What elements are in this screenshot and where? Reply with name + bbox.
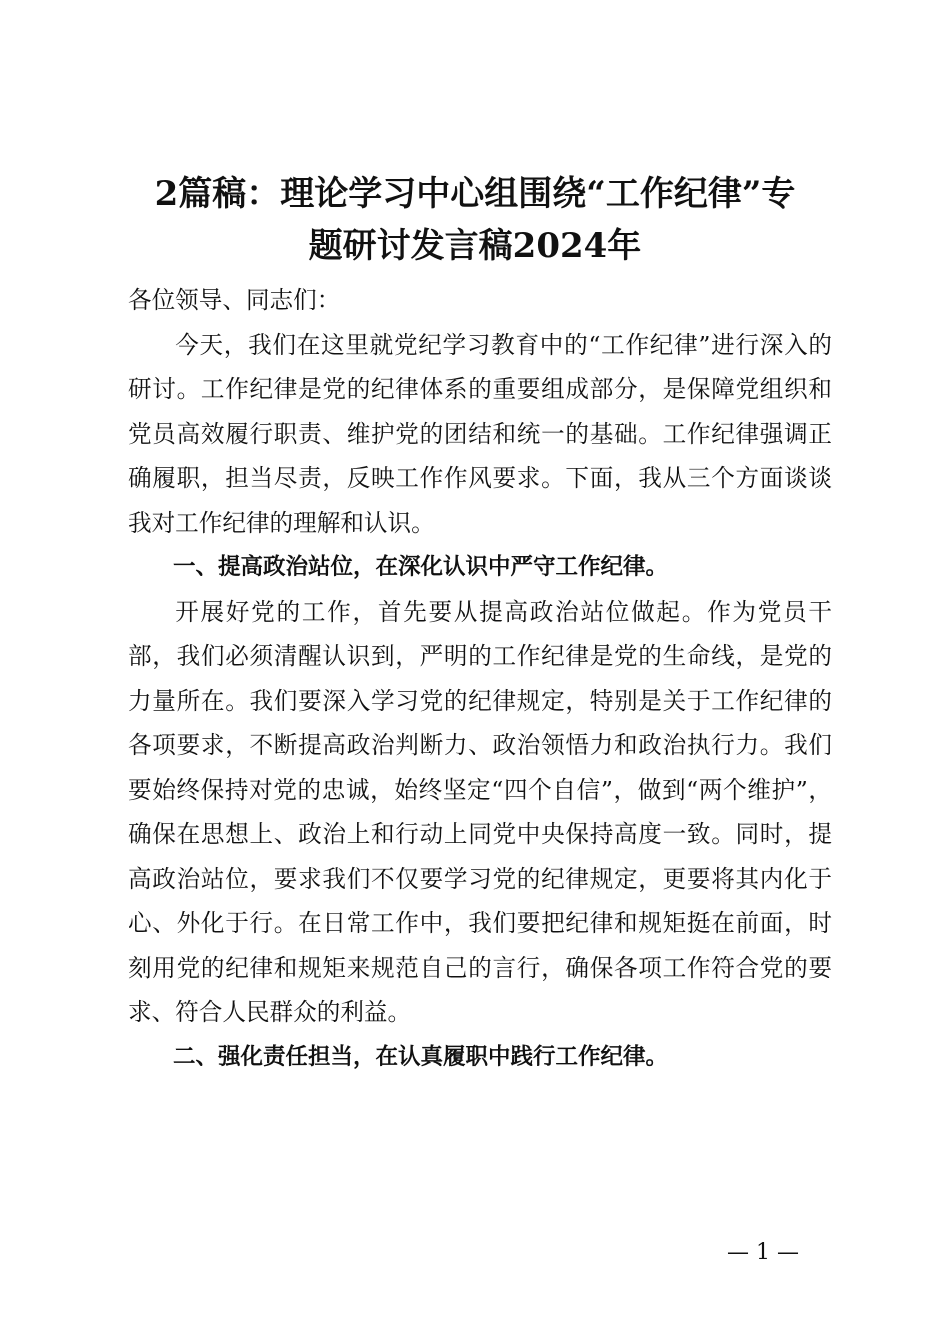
section-heading-2: 二、强化责任担当，在认真履职中践行工作纪律。 <box>173 1043 669 1070</box>
document-body <box>128 278 832 1079</box>
title-line-2: 题研讨发言稿2024年 <box>308 226 642 266</box>
salutation: 各位领导、同志们： <box>128 286 341 314</box>
page-number: — 1 — <box>727 1240 799 1265</box>
paragraph-section-1: 开展好党的工作，首先要从提高政治站位做起。作为党员干部，我们必须清醒认识到，严明的工作纪律是党的生命线，是党的力量所在。我们要深入学习党的纪律规定，特别是关于工作纪律的各项要求，不断提高政治判断力、政治领悟力和政治执行力。我们要始终保持对党的忠诚，始终坚定“四个自信”，做到“两个维护”，确保在思想上、政治上和行动上同党中央保持高度一致。同时，提高政治站位，要求我们不仅要学习党的纪律规定，更要将其内化于心、外化于行。在日常工作中，我们要把纪律和规矩挺在前面，时刻用党的纪律和规矩来规范自己的言行，确保各项工作符合党的要求、符合人民群众的利益。 <box>128 597 832 1026</box>
paragraph-intro: 今天，我们在这里就党纪学习教育中的“工作纪律”进行深入的研讨。工作纪律是党的纪律体系的重要组成部分，是保障党组织和党员高效履行职责、维护党的团结和统一的基础。工作纪律强调正确履职，担当尽责，反映工作作风要求。下面，我从三个方面谈谈我对工作纪律的理解和认识。 <box>128 330 832 537</box>
document-title <box>110 168 840 272</box>
title-line-1: 2篇稿：理论学习中心组围绕“工作纪律”专 <box>154 174 796 214</box>
section-heading-1: 一、提高政治站位，在深化认识中严守工作纪律。 <box>173 554 669 580</box>
